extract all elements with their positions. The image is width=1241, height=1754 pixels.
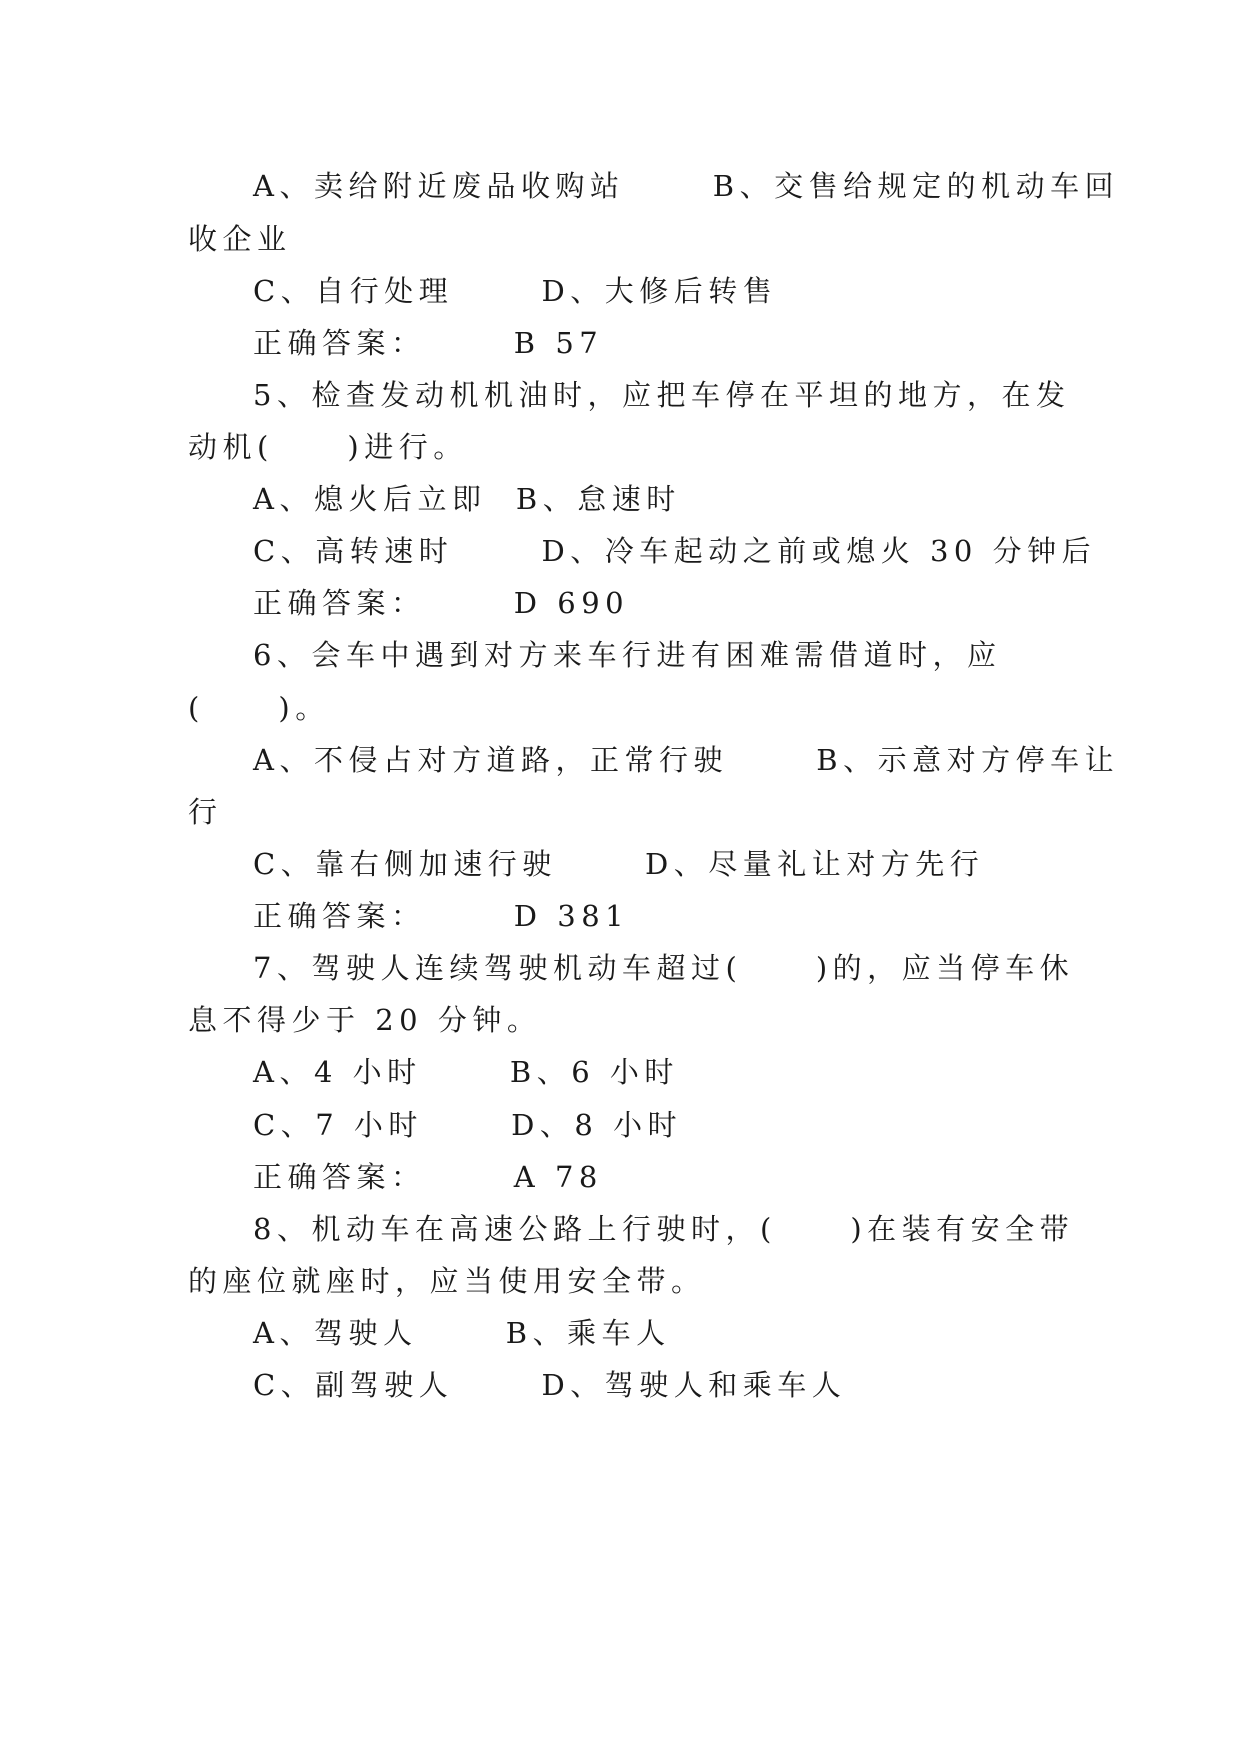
q6-answer: 正确答案： D 381 xyxy=(253,899,630,933)
q4-options-cd: C、自行处理 D、大修后转售 xyxy=(253,274,778,308)
q8-question-cont: 的座位就座时，应当使用安全带。 xyxy=(188,1264,706,1298)
q7-question-cont: 息不得少于 20 分钟。 xyxy=(188,1003,542,1037)
q5-answer: 正确答案： D 690 xyxy=(253,586,630,620)
q6-question-cont: ( )。 xyxy=(188,691,330,725)
q5-options-cd: C、高转速时 D、冷车起动之前或熄火 30 分钟后 xyxy=(253,534,1097,568)
q6-options-cd: C、靠右侧加速行驶 D、尽量礼让对方先行 xyxy=(253,847,985,881)
q8-options-cd: C、副驾驶人 D、驾驶人和乘车人 xyxy=(253,1368,847,1402)
q5-question-cont: 动机( )进行。 xyxy=(188,430,468,464)
q5-options-ab: A、熄火后立即 B、怠速时 xyxy=(253,482,681,516)
q6-options-ab-cont: 行 xyxy=(188,795,223,829)
q4-options-ab-cont: 收企业 xyxy=(188,222,292,256)
q7-options-cd: C、7 小时 D、8 小时 xyxy=(253,1108,683,1142)
q8-question: 8、机动车在高速公路上行驶时，( )在装有安全带 xyxy=(253,1212,1075,1246)
q7-answer: 正确答案： A 78 xyxy=(253,1160,603,1194)
q5-question: 5、检查发动机机油时，应把车停在平坦的地方，在发 xyxy=(253,378,1071,412)
q6-question: 6、会车中遇到对方来车行进有困难需借道时，应 xyxy=(253,638,1002,672)
q7-options-ab: A、4 小时 B、6 小时 xyxy=(253,1055,679,1089)
q4-options-ab: A、卖给附近废品收购站 B、交售给规定的机动车回 xyxy=(253,169,1120,203)
q7-question: 7、驾驶人连续驾驶机动车超过( )的，应当停车休 xyxy=(253,951,1075,985)
q8-options-ab: A、驾驶人 B、乘车人 xyxy=(253,1316,671,1350)
q6-options-ab: A、不侵占对方道路，正常行驶 B、示意对方停车让 xyxy=(253,743,1120,777)
q4-answer: 正确答案： B 57 xyxy=(253,326,604,360)
